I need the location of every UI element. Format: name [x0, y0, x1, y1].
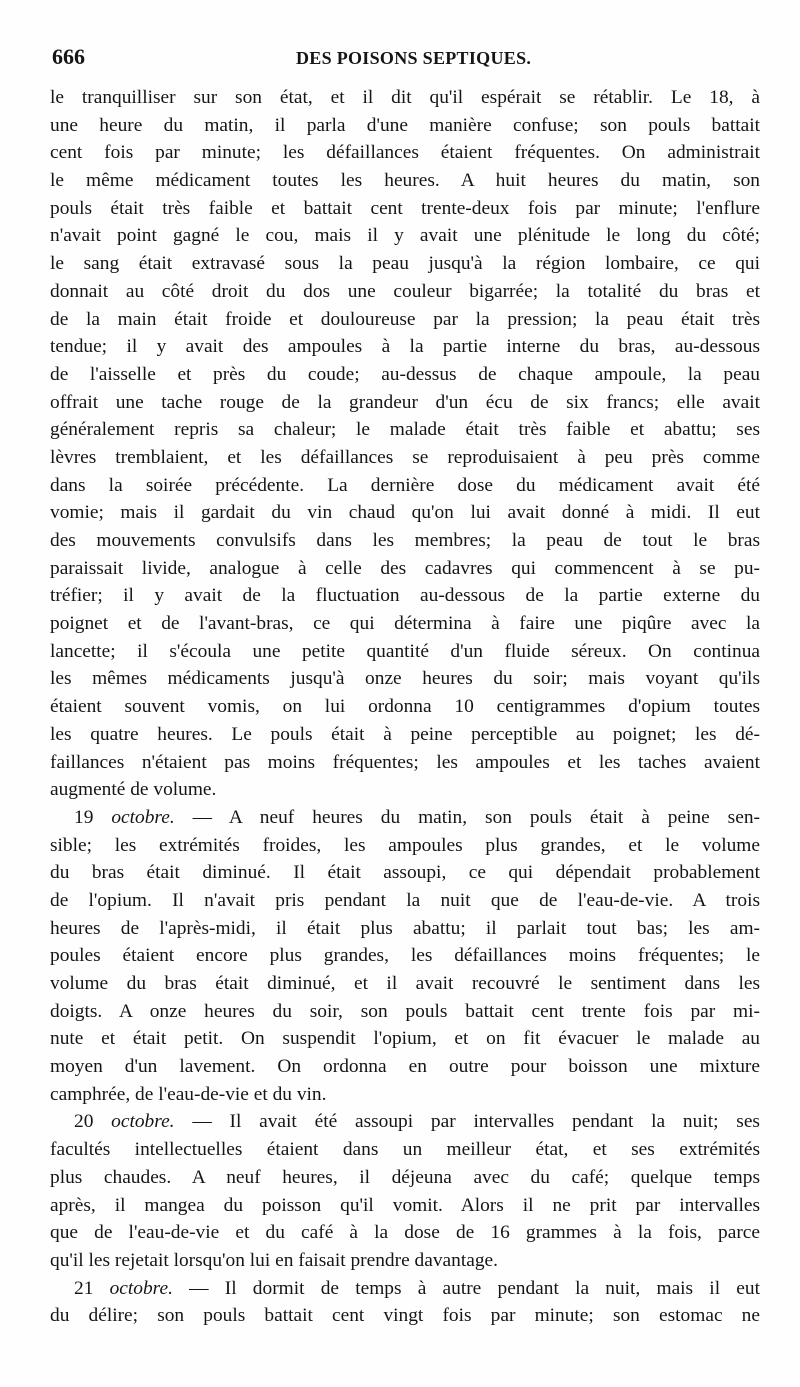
text-line: faillances n'étaient pas moins fréquentes; les ampoules et les taches avaient: [50, 751, 760, 773]
text-line: lèvres tremblaient, et les défaillances se reproduisaient à peu près comme: [50, 446, 760, 468]
text-line: le sang était extravasé sous la peau jusqu'à la région lombaire, ce qui: [50, 253, 760, 275]
text-line: le tranquilliser sur son état, et il dit qu'il espérait se rétablir. Le 18, à: [50, 87, 760, 108]
paragraph-oct-19-first-line: [50, 804, 760, 832]
text-line: cent fois par minute; les défaillances étaient fréquentes. On administrait: [50, 142, 760, 164]
text-line: généralement repris sa chaleur; le malade était très faible et abattu; ses: [50, 419, 760, 441]
text-segment: — Il avait été assoupi par intervalles pendant la nuit; ses: [192, 1111, 760, 1133]
text-line: doigts. A onze heures du soir, son pouls battait cent trente fois par mi-: [50, 1000, 760, 1022]
text-line: dans la soirée précédente. La dernière dose du médicament avait été: [50, 474, 760, 496]
text-line: volume du bras était diminué, et il avait recouvré le sentiment dans les: [50, 973, 760, 994]
text-line: moyen d'un lavement. On ordonna en outre pour boisson une mixture: [50, 1056, 760, 1078]
date-day: 21: [74, 1277, 94, 1299]
text-line: heures de l'après-midi, il était plus abattu; il parlait tout bas; les am-: [50, 917, 760, 939]
text-line: les mêmes médicaments jusqu'à onze heures du soir; mais voyant qu'ils: [50, 668, 760, 690]
text-line: offrait une tache rouge de la grandeur d'un écu de six francs; elle avait: [50, 391, 760, 413]
text-line: lancette; il s'écoula une petite quantité d'un fluide séreux. On continua: [50, 640, 760, 662]
text-line: les quatre heures. Le pouls était à peine perceptible au poignet; les dé-: [50, 723, 760, 745]
text-line: du délire; son pouls battait cent vingt fois par minute; son estomac ne: [50, 1305, 760, 1327]
running-head: DES POISONS SEPTIQUES.: [296, 48, 532, 68]
text-line: vomie; mais il gardait du vin chaud qu'on lui avait donné à midi. Il eut: [50, 502, 760, 524]
page-number: 666: [52, 44, 85, 69]
text-line: pouls était très faible et battait cent trente-deux fois par minute; l'enflure: [50, 197, 760, 219]
text-segment: — A neuf heures du matin, son pouls était à peine sen-: [192, 806, 760, 828]
date-day: 20: [74, 1111, 94, 1133]
text-line: donnait au côté droit du dos une couleur bigarrée; la totalité du bras et: [50, 280, 760, 302]
text-line: paraissait livide, analogue à celle des cadavres qui commencent à se pu-: [50, 557, 760, 579]
page-header: [52, 44, 760, 80]
text-line: sible; les extrémités froides, les ampoules plus grandes, et le volume: [50, 834, 760, 856]
text-segment: — Il dormit de temps à autre pendant la nuit, mais il eut: [189, 1277, 760, 1299]
text-line: poignet et de l'avant-bras, ce qui détermina à faire une piqûre avec la: [50, 613, 760, 635]
paragraph-oct-21-first-line: [50, 1275, 760, 1303]
text-line: n'avait point gagné le cou, mais il y avait une plénitude le long du côté;: [50, 225, 760, 247]
text-line: plus chaudes. A neuf heures, il déjeuna avec du café; quelque temps: [50, 1166, 760, 1188]
text-line: augmenté de volume.: [50, 779, 217, 801]
text-line: camphrée, de l'eau-de-vie et du vin.: [50, 1083, 327, 1105]
body-text: [50, 84, 760, 1330]
text-line: des mouvements convulsifs dans les membres; la peau de tout le bras: [50, 530, 760, 551]
date-month: octobre.: [109, 1277, 173, 1299]
date-month: octobre.: [111, 806, 175, 828]
text-line: de l'aisselle et près du coude; au-dessus de chaque ampoule, la peau: [50, 363, 760, 385]
text-line: le même médicament toutes les heures. A huit heures du matin, son: [50, 170, 760, 192]
text-line: tendue; il y avait des ampoules à la partie interne du bras, au-dessous: [50, 336, 760, 358]
text-line: une heure du matin, il parla d'une manière confuse; son pouls battait: [50, 114, 760, 136]
paragraph-oct-20-first-line: [50, 1108, 760, 1136]
text-line: tréfier; il y avait de la fluctuation au-dessous de la partie externe du: [50, 585, 760, 607]
text-line: après, il mangea du poisson qu'il vomit. Alors il ne prit par intervalles: [50, 1194, 760, 1216]
text-line: de la main était froide et douloureuse par la pression; la peau était très: [50, 308, 760, 330]
text-line: facultés intellectuelles étaient dans un meilleur état, et ses extrémités: [50, 1139, 760, 1161]
text-line: qu'il les rejetait lorsqu'on lui en faisait prendre davantage.: [50, 1249, 498, 1271]
text-line: étaient souvent vomis, on lui ordonna 10 centigrammes d'opium toutes: [50, 696, 760, 718]
date-day: 19: [74, 806, 94, 828]
text-line: poules étaient encore plus grandes, les défaillances moins fréquentes; le: [50, 945, 760, 967]
text-line: du bras était diminué. Il était assoupi, ce qui dépendait probablement: [50, 862, 760, 884]
text-line: que de l'eau-de-vie et du café à la dose de 16 grammes à la fois, parce: [50, 1222, 760, 1244]
text-line: nute et était petit. On suspendit l'opium, et on fit évacuer le malade au: [50, 1028, 760, 1050]
text-line: de l'opium. Il n'avait pris pendant la nuit que de l'eau-de-vie. A trois: [50, 889, 760, 911]
date-month: octobre.: [111, 1111, 175, 1133]
